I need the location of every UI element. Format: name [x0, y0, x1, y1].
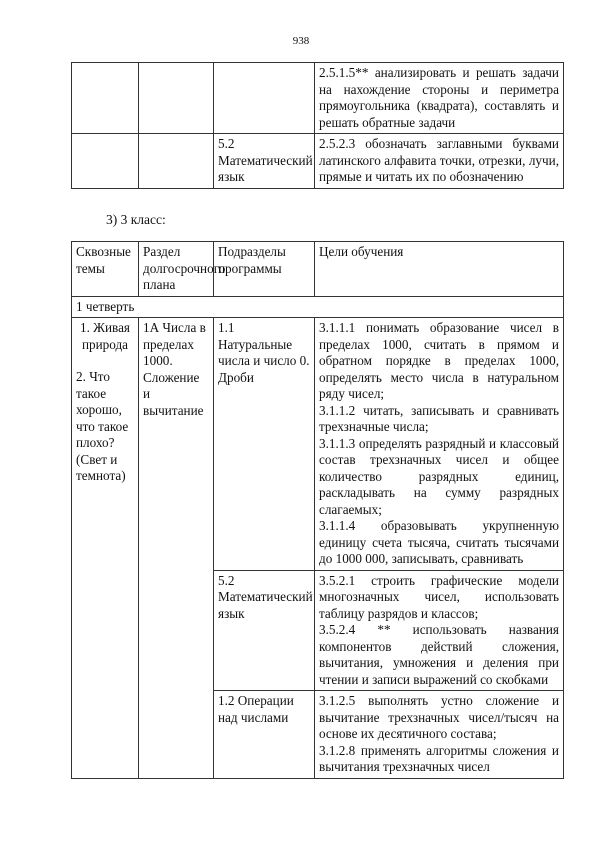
- quarter-row: [72, 296, 564, 318]
- empty-cell: [72, 63, 139, 134]
- table-row: [72, 318, 564, 571]
- goals-cell: [315, 691, 564, 779]
- header-row: [72, 242, 564, 297]
- goal-item: 3.1.1.2 читать, записывать и сравнивать трехзначные числа;: [319, 402, 559, 434]
- goal-item: 3.1.2.8 применять алгоритмы сложения и вычитания трехзначных чисел: [319, 742, 559, 774]
- goals-cell: [315, 318, 564, 571]
- goal-item: 3.5.2.4 ** использовать названия компонентов действий сложения, вычитания, умножения и деления при чтении и записи выражений со скобками: [319, 622, 559, 687]
- subsection-cell: 5.2 Математический язык: [214, 570, 315, 691]
- goal-item: 3.1.1.3 определять разрядный и классовый состав трехзначных чисел и общее количество разрядных единиц, раскладывать на сумму разрядных слагаемых;: [319, 435, 559, 517]
- goal-item: 3.1.2.5 выполнять устно сложение и вычитание трехзначных чисел/тысяч на основе их десятичного состава;: [319, 693, 559, 741]
- table-row: [72, 134, 564, 189]
- goal-item: 3.5.2.1 строить графические модели многозначных чисел, использовать таблицу разрядов и классов;: [319, 572, 559, 621]
- header-cell: Сквозные темы: [72, 242, 139, 297]
- goal-item: 3.1.1.1 понимать образование чисел в пределах 1000, считать в прямом и обратном порядке в пределах 1000, определять место числа в натуральном ряду чисел;: [319, 320, 559, 401]
- section-title: 3) 3 класс:: [106, 212, 166, 227]
- goal-item: 3.1.1.4 образовывать укрупненную единицу счета тысяча, считать тысячами до 1000 000, записывать, сравнивать: [319, 518, 559, 566]
- table-row: [72, 63, 564, 134]
- header-cell: Подразделы программы: [214, 242, 315, 297]
- curriculum-table: [71, 241, 564, 779]
- subsection-cell: 5.2 Математический язык: [214, 134, 315, 189]
- header-cell: Цели обучения: [315, 242, 564, 297]
- theme-1: 1. Живая природа: [79, 320, 131, 352]
- continued-table: [71, 62, 564, 189]
- quarter-cell: 1 четверть: [72, 296, 564, 318]
- page-number: 938: [292, 35, 310, 47]
- subsection-cell: 1.1 Натуральные числа и число 0. Дроби: [214, 318, 315, 571]
- header-cell: Раздел долгосрочного плана: [139, 242, 214, 297]
- empty-cell: [72, 134, 139, 189]
- empty-cell: [139, 63, 214, 134]
- theme-2: 2. Что такое хорошо, что такое плохо? (Свет и темнота): [76, 369, 129, 483]
- subsection-cell: 1.2 Операции над числами: [214, 691, 315, 779]
- goals-cell: [315, 570, 564, 691]
- through-themes-cell: [72, 318, 139, 779]
- empty-cell: [139, 134, 214, 189]
- goal-cell: 2.5.2.3 обозначать заглавными буквами латинского алфавита точки, отрезки, лучи, прямые и читать их по обозначению: [315, 134, 564, 189]
- goal-cell: 2.5.1.5** анализировать и решать задачи на нахождение стороны и периметра прямоугольника (квадрата), составлять и решать обратные задачи: [315, 63, 564, 134]
- plan-section-cell: 1А Числа в пределах 1000. Сложение и вычитание: [139, 318, 214, 779]
- empty-cell: [214, 63, 315, 134]
